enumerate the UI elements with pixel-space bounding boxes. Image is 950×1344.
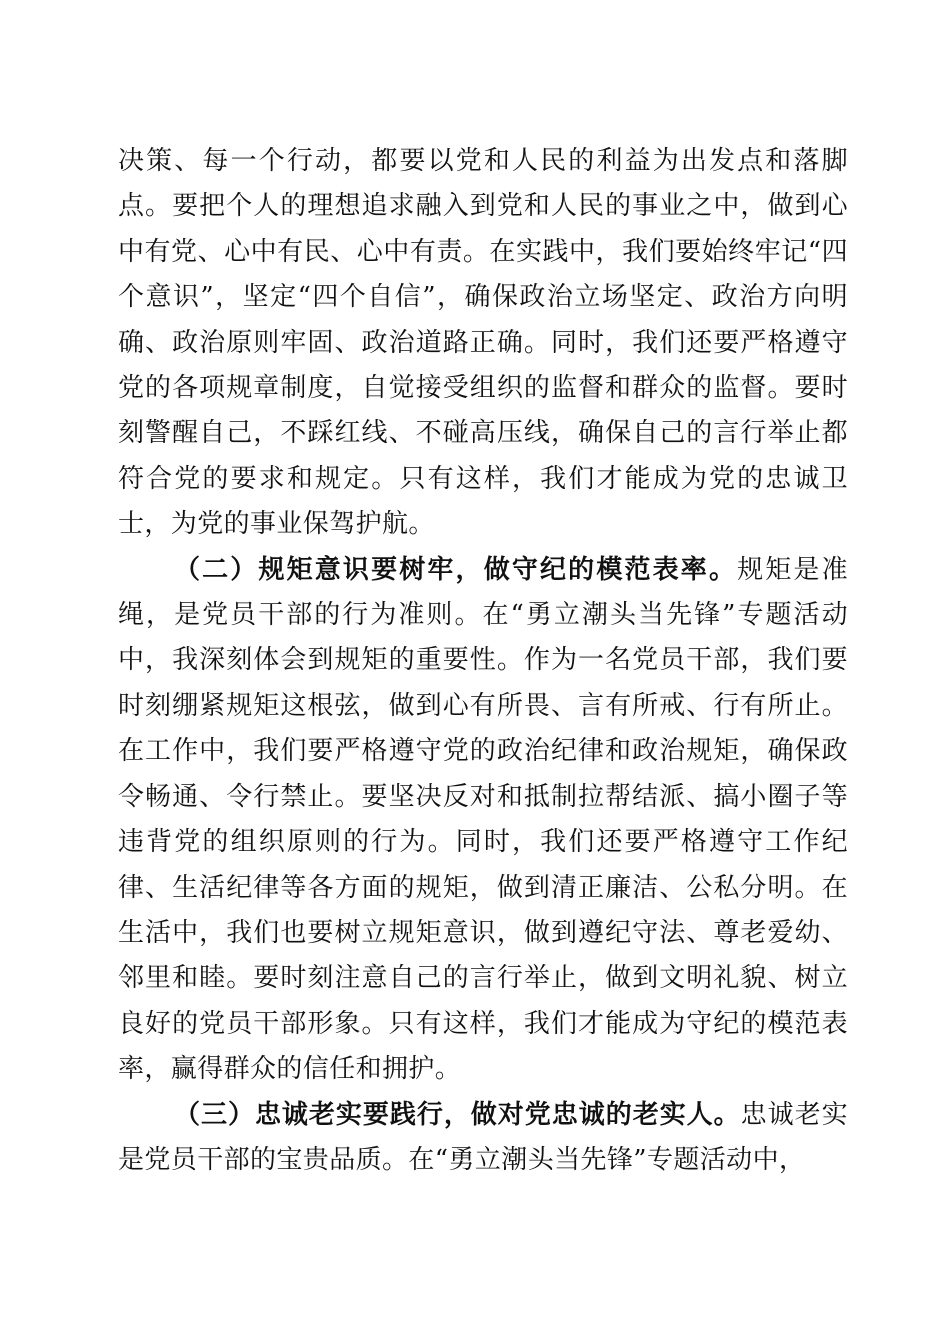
section-heading: （二）规矩意识要树牢，做守纪的模范表率。 bbox=[174, 554, 738, 585]
paragraph-section-2 bbox=[118, 548, 848, 1093]
paragraph-continuation bbox=[118, 139, 848, 548]
paragraph-body: 规矩是准绳，是党员干部的行为准则。在“勇立潮头当先锋”专题活动中，我深刻体会到规矩的重要性。作为一名党员干部，我们要时刻绷紧规矩这根弦，做到心有所畏、言有所戒、行有所止。在工作中，我们要严格遵守党的政治纪律和政治规矩，确保政令畅通、令行禁止。要坚决反对和抵制拉帮结派、搞小圈子等违背党的组织原则的行为。同时，我们还要严格遵守工作纪律、生活纪律等各方面的规矩，做到清正廉洁、公私分明。在生活中，我们也要树立规矩意识，做到遵纪守法、尊老爱幼、邻里和睦。要时刻注意自己的言行举止，做到文明礼貌、树立良好的党员干部形象。只有这样，我们才能成为守纪的模范表率，赢得群众的信任和拥护。 bbox=[118, 554, 848, 1085]
paragraph-section-3 bbox=[118, 1093, 848, 1184]
paragraph-body: 决策、每一个行动，都要以党和人民的利益为出发点和落脚点。要把个人的理想追求融入到党和人民的事业之中，做到心中有党、心中有民、心中有责。在实践中，我们要始终牢记“四个意识”，坚定“四个自信”，确保政治立场坚定、政治方向明确、政治原则牢固、政治道路正确。同时，我们还要严格遵守党的各项规章制度，自觉接受组织的监督和群众的监督。要时刻警醒自己，不踩红线、不碰高压线，确保自己的言行举止都符合党的要求和规定。只有这样，我们才能成为党的忠诚卫士，为党的事业保驾护航。 bbox=[118, 146, 848, 540]
section-heading: （三）忠诚老实要践行，做对党忠诚的老实人。 bbox=[174, 1099, 741, 1130]
paragraph-body: 忠诚老实是党员干部的宝贵品质。在“勇立潮头当先锋”专题活动中， bbox=[118, 1099, 848, 1175]
document-body bbox=[118, 139, 848, 1183]
